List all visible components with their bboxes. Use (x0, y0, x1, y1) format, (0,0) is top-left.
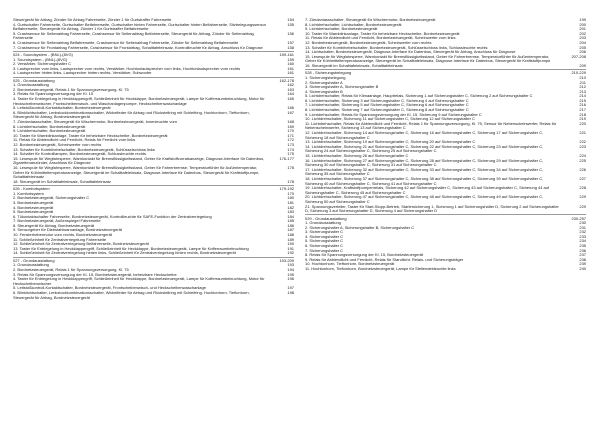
toc-page-number: 236 (579, 247, 586, 253)
toc-entry-title: 13. Taster für Entriegelung in Heckklappengriff, Schließeinheit für Heckklappe, Bordnetzsteuergerät, Lampe für Kofferraumbeleuchtung (13, 245, 249, 251)
toc-entry-title: 1. Grundausstattung (305, 220, 341, 226)
toc-page-number: 178 (287, 164, 294, 170)
toc-entry-title: 21. Spannungsverteiler, Taster für Start-Stopp-Betrieb, Startersicherung 1, Sicherung 1 auf Sicherungshalter D, Sicherung 2 auf Sicherungshalter D, Sicherung 3 auf Sicherungshalter D, Sicherung 4 auf Sicherungshalter D (305, 203, 559, 214)
toc-page-number: 185 (287, 218, 294, 224)
toc-entry-title: 9. Relais für Abblendlicht und Fernlicht, Relais für Standlicht, Relais- und Sicherungsträger (305, 256, 464, 262)
toc-entry-title: 2. Sicherungshalter A (305, 79, 343, 85)
toc-entry-title: 7. Crashsensor für Frontairbag Fahrerseite, Crashsensor für Frontairbag, Schalttafeleinsatz, Kontrollleuchte für Airbag, Anschluss für Diagnose (13, 44, 263, 50)
toc-entry-title: 18. Steuergerät im Schalttafeleinsatz, Schalttafeleinsatz (13, 178, 111, 184)
toc-entry-title: 028 - Sicherungsbelegung (305, 70, 352, 76)
toc-section-heading (305, 69, 586, 76)
toc-entry-title: 1. Komfortsystem (13, 190, 44, 196)
toc-entry-title: 12. Schließeinheit für Zentralverriegelung Beifahrerseite, Bordnetzsteuergerät (13, 241, 149, 247)
toc-page-number: 162-178 (279, 77, 294, 83)
toc-page-number: 186 (287, 222, 294, 228)
toc-page-number: 224 (579, 153, 586, 158)
toc-page-number: 174 (287, 146, 294, 152)
toc-entry-title: 9. Lichtdrehschalter, Bordnetzsteuergerät (13, 128, 86, 134)
toc-page-number: 198 (287, 289, 294, 295)
toc-entry-title: 7. Sicherungshalter C (305, 247, 344, 253)
toc-entry-title: 7. Zündanlassschalter, Steuergerät für Wischermotor, Bordnetzsteuergerät, Innenleuchte vorn (13, 119, 178, 125)
toc-page-number: 221 (579, 130, 586, 136)
toc-page-number: 210 (579, 74, 586, 80)
toc-page-number: 176-177 (279, 155, 294, 161)
toc-page-number: 232 (579, 229, 586, 235)
toc-page-number: 154 (287, 17, 294, 22)
toc-entry-title: 6. Crashsensor für Seitenairbag Beifahrerseite, Crashsensor für Seitenairbag Fahrerseite, Zünder für Seitenairbag Beifahrerseite (13, 39, 239, 45)
toc-page-number: 182 (287, 204, 294, 210)
toc-page-number: 162 (287, 82, 294, 88)
toc-entry (305, 267, 586, 272)
toc-page-number: 160 (287, 61, 294, 67)
toc-entry-title: 3. Bordnetzsteuergerät (13, 199, 54, 205)
toc-entry (13, 251, 294, 256)
toc-page-number: 233 (579, 233, 586, 239)
toc-page-number: 191 (287, 245, 294, 251)
toc-page-number: 237 (579, 252, 586, 258)
toc-section-heading (13, 77, 294, 84)
toc-page-number: 214 (579, 93, 586, 99)
toc-page-number: 209 (579, 62, 586, 68)
toc-page-number: 215 (579, 97, 586, 103)
toc-page-number: 168 (287, 119, 294, 125)
toc-page-number: 206 (579, 49, 586, 55)
toc-entry-title: 3. Sicherungshalter A, Sicherungshalter B (305, 84, 379, 90)
toc-page-number: 169 (287, 123, 294, 129)
toc-page-number: 194 (287, 267, 294, 272)
toc-page-number: 195 (287, 271, 294, 277)
toc-entry-title: 10. Taster für Warnblinkanlage, Taster für beheizbare Heckscheibe, Bordnetzsteuergerät (13, 132, 168, 138)
toc-page-number: 193-209 (279, 257, 294, 263)
toc-entry-title: 16. Lichtdrehschalter, Sicherung 27 auf Sicherungshalter C, Sicherung 28 auf Sicherungshalter C, Sicherung 29 auf Sicherungshalter C, Sicherung 30 auf Sicherungshalter C, Sicherung 31 auf Sicherungshalter C (305, 157, 544, 168)
toc-page-number: 200 (579, 21, 586, 27)
toc-entry-title: 11. Relais für Abblendlicht und Fernlicht, Relais für Fernlicht vorn links (13, 137, 136, 143)
toc-entry-title: 6. Sicherungshalter C (305, 243, 344, 249)
toc-page-number: 193 (287, 262, 294, 268)
toc-page-number: 240 (579, 266, 586, 272)
toc-entry-title: 6. Blinklichtschalter, Lenkstockkombinationsschalter, Wickelfeder für Airbag und Rückstellring mit Schleifring, Hochtonhorn, Tieftonhorn, Steuergerät für Airbag, Bordnetzsteuergerät (13, 289, 250, 300)
toc-entry-title: 3. Relais für Spannungsversorgung der Kl. 15, Bordnetzsteuergerät, beheizbare Heckscheibe (13, 271, 177, 277)
toc-page-number: 223 (579, 143, 586, 149)
toc-page-number: 159-161 (279, 51, 294, 57)
toc-entry-title: 4. Taster für Entriegelung in Heckklappengriff, Schließeinheit für Heckklappe, Bordnetzsteuergerät, Lampe für Kofferraumbeleuchtung, Motor für Heckscheibenwischer, Frontscheibenwisch- und Waschanlagenpumpe, Heckscheibenwaschanlage (13, 96, 265, 106)
toc-entry-title: 17. Lichtdrehschalter, Sicherung 32 auf Sicherungshalter C, Sicherung 33 auf Sicherungshalter C, Sicherung 34 auf Sicherungshalter C, Sicherung 35 auf Sicherungshalter C (305, 166, 544, 177)
toc-entry-title: 027 - Grundausstattung (13, 257, 55, 263)
toc-entry-title: 20. Lichtdrehschalter, Sicherung 47 auf Sicherungshalter C, Sicherung 48 auf Sicherungshalter C, Sicherung 49 auf Sicherungshalter C, Sicherung 50 auf Sicherungshalter C (305, 194, 544, 204)
toc-entry-title: 2. Bordnetzsteuergerät, Relais 1 für Spannungsversorgung, Kl. 75 (13, 267, 129, 272)
toc-page-number: 235 (579, 243, 586, 249)
toc-entry-title: 11. Hochtonhorn, Tieftonhorn, Bordnetzsteuergerät, Lampe für Stellendebleuchte links (305, 266, 456, 272)
toc-entry-title: 9. Lichtdrehschalter, Relais für Spannungsversorgung der Kl. 15, Sicherung 9 auf Sicherungshalter C (305, 111, 482, 117)
toc-page-number: 234 (579, 238, 586, 244)
toc-section-heading (13, 185, 294, 192)
toc-page-number: 204 (579, 39, 586, 45)
toc-entry-title: 10. Taster für Warnblinkanlage, Taster für beheizbare Heckscheibe, Bordnetzsteuergerät (305, 30, 460, 36)
toc-entry-title: 19. Lichtdrehschalter, Kraftstoffpumpenrelais, Sicherung 42 auf Sicherungshalter C, Sicherung 43 auf Sicherungshalter C, Sicherung 44 auf Sicherungshalter C, Sicherung 45 auf Sicherungshalter C (305, 185, 550, 195)
toc-entry-title: 10. Hochtonhorn, Tieftonhorn, Bordnetzsteuergerät (305, 261, 395, 267)
toc-page-number: 197 (287, 285, 294, 291)
toc-entry (305, 64, 586, 69)
toc-column-right (305, 18, 586, 272)
toc-page-number: 179 (287, 190, 294, 196)
toc-page-number: 190 (287, 241, 294, 247)
toc-page-number: 173 (287, 142, 294, 147)
toc-page-number: 220 (579, 120, 586, 126)
toc-entry (13, 180, 294, 185)
toc-page-number: 192 (287, 250, 294, 256)
toc-page-number: 230 (579, 220, 586, 226)
toc-entry (13, 291, 294, 300)
toc-page-number: 184 (287, 213, 294, 219)
toc-page-number: 226 (579, 166, 586, 172)
toc-entry-title: 4. Gurtschalter Fahrerseite, Gurtschalter Beifahrerseite, Gurtschalter hinten Fahrerseite, Gurtschalter hinten Beifahrerseite, Sitzbelegungssensor Beifahrerseite, Steuergerät für Airbag, Zünder 1 für Gurtstraffer Beifahrerseite (13, 21, 266, 32)
toc-entry-title: 8. Lichtdrehschalter, Lichtschalter, Bordnetzsteuergerät (305, 21, 402, 27)
toc-column-left (13, 18, 294, 300)
toc-page-number: 178 (287, 178, 294, 184)
toc-entry-title: 4. Sicherungshalter B (305, 88, 343, 94)
toc-entry-title: 2. Sicherungshalter A, Sicherungshalter B, Sicherungshalter C (305, 224, 415, 230)
toc-entry-title: 5. Bordnetzsteuergerät (13, 209, 54, 215)
toc-page-number: 166 (287, 105, 294, 111)
toc-entry (13, 46, 294, 51)
toc-entry-title: 5. Leitstoßkontroll-Kontaktschalter, Bordnetzsteuergerät, Frontscheibenwisch- und Heckscheibenwaschanlage (13, 285, 206, 291)
toc-page-number: 217 (579, 107, 586, 113)
toc-page-number: 196 (287, 276, 294, 282)
toc-entry-title: Steuergerät für Airbag, Zünder für Airbag Fahrerseite, Zünder 1 für Gurtstraffer Fahrerseite (13, 17, 172, 22)
toc-entry-title: 11. Schließeinheit für Zentralverriegelung Fahrerseite (13, 236, 107, 242)
toc-entry-title: 16. Lesespule für Wegfahrsperre, Warnkontakt für Bremsflüssigkeitsstand, Geber für Fahrerbremse, Temperaturfühler für Außentemperatur, Geber für Kühlmitteltemperaturanzeige, Steuergerät im Schalttafeleinsatz, Diagnose-Interface für Datenbus, Steuergerät für Kraftstoffpumpe, Schalttafeleinsatz (13, 164, 260, 180)
toc-entry-title: 2. Bordnetzsteuergerät, Relais 1 für Spannungsversorgung, Kl. 75 (13, 86, 129, 92)
toc-entry-title: 9. Lichtdrehschalter, Bordnetzsteuergerät (305, 26, 378, 32)
toc-entry-title: 6. Lichtdrehschalter, Sicherung 3 auf Sicherungshalter C, Sicherung 4 auf Sicherungshalter C (305, 97, 469, 103)
toc-entry-title: 7. Zündanlassschalter, Steuergerät für Wischermotor, Bordnetzsteuergerät (305, 17, 436, 22)
toc-page-number: 167 (287, 109, 294, 115)
toc-entry-title: 11. Relais für Abblendlicht und Fernlicht, Bordnetzsteuergerät, Scheinwerfer vorn links (305, 35, 456, 41)
toc-page-number: 230-257 (571, 215, 586, 221)
toc-page-number: 212 (579, 84, 586, 90)
toc-entry-title: 7. Bordnetzsteuergerät, Außenspiegel Fahrerseite (13, 218, 101, 224)
toc-page-number: 163 (287, 86, 294, 92)
toc-page-number: 161 (287, 70, 294, 76)
toc-page-number: 211 (579, 79, 586, 85)
toc-page-number: 231 (579, 224, 586, 230)
toc-entry-title: 4. Bordnetzsteuergerät (13, 204, 54, 210)
toc-page-number: 218 (579, 111, 586, 117)
toc-entry-title: 026 - Komfortsystem (13, 186, 50, 192)
toc-entry-title: 11. Lichtdrehschalter, Relais für Abblendlicht und Fernlicht, Relais 1 für Spannungsversorgung, Kl. 75, Sensor für Nebenscheinwerfer, Relais für Nebenscheinwerfer, Sicherung 13 auf Sicherungshalter C (305, 120, 557, 131)
toc-page-number: 156 (287, 30, 294, 36)
toc-entry-title: 9. Sensorgeber für Diebstahlwarnanlage, Bordnetzsteuergerät (13, 227, 122, 233)
toc-entry-title: 8. Lichtdrehschalter, Sicherung 7 auf Sicherungshalter C, Sicherung 8 auf Sicherungshalter C (305, 107, 469, 113)
toc-page-number: 207-208 (571, 53, 586, 59)
toc-page-number: 181 (287, 199, 294, 205)
toc-entry-title: 15. Lesespule für Wegfahrsperre, Warnkontakt für Bremsflüssigkeitsstand, Geber für Fahrerbremse, Temperaturfühler für Außentemperatur, Geber für Kühlmitteltemperaturanzeige, Steuergerät im Schalttafeleinsatz, Diagnose-Interface für Datenbus, Steuergerät für Kraftstoffpumpe (305, 53, 551, 64)
toc-page-number: 228 (579, 185, 586, 191)
toc-entry-title: 13. Lichtdrehschalter, Sicherung 19 auf Sicherungshalter C, Sicherung 20 auf Sicherungshalter C (305, 139, 476, 145)
toc-entry-title: 14. Schalter für Kontrolllampen, Bordnetzsteuergerät, Schlussleuchte rechts (13, 151, 147, 157)
toc-section-heading (13, 257, 294, 264)
toc-page-number: 170 (287, 128, 294, 134)
toc-page-number: 189 (287, 236, 294, 242)
toc-page-number: 158 (287, 44, 294, 50)
toc-page-number: 155 (287, 21, 294, 27)
toc-entry (305, 205, 586, 214)
toc-section-heading (305, 214, 586, 221)
toc-entry-title: 13. Schalter für Kombihebelschalter, Bordnetzsteuergerät, Schlüsselschloss links, Schlussleuchte rechts (305, 44, 488, 50)
toc-entry-title: 3. Lautsprecher vorn links, Lautsprecher vorn rechts, Verstärker, Hochtonlautsprecher vorn links, Hochtonlautsprecher vorn rechts (13, 65, 241, 71)
toc-entry-title: 1. Grundausstattung (13, 82, 49, 88)
toc-page-number: 227 (579, 175, 586, 181)
toc-page-number: 210-229 (571, 70, 586, 76)
toc-entry-title: 10. Lichtdrehschalter, Sicherung 11 auf Sicherungshalter C, Sicherung 12 auf Sicherungshalter C (305, 116, 475, 122)
toc-entry-title: 4. Sicherungshalter C (305, 233, 344, 239)
toc-entry-title: 3. Relais für Spannungsversorgung der Kl. 15 (13, 91, 94, 97)
toc-entry (13, 166, 294, 180)
toc-entry-title: 5. Leitstoßkontroll-Kontaktschalter, Bordnetzsteuergerät (13, 105, 111, 111)
toc-entry-title: 14. Lichtschalter, Bordnetzsteuergerät, Diagnose-Interface für Datenbus, Steuergerät für Airbag, Anschluss für Diagnose (305, 49, 516, 55)
toc-page-number: 219 (579, 116, 586, 122)
toc-entry-title: 14. Lichtdrehschalter, Sicherung 21 auf Sicherungshalter C, Sicherung 22 auf Sicherungshalter C, Sicherung 23 auf Sicherungshalter C, Sicherung 24 auf Sicherungshalter C, Sicherung 25 auf Sicherungshalter C (305, 143, 544, 154)
toc-page-number: 179-192 (279, 186, 294, 192)
toc-page-number: 201 (579, 26, 586, 32)
toc-entry-title: 2. Verstärker, Sicherungshalter C (13, 61, 72, 67)
toc-entry-title: 4. Taster für Entriegelung in Heckklappengriff, Schließeinheit für Heckklappe, Bordnetzsteuergerät, Lampe für Kofferraumbeleuchtung, Motor für Heckscheibenwischer (13, 276, 265, 286)
toc-page-number: 188 (287, 232, 294, 238)
toc-page-number: 183 (287, 209, 294, 215)
toc-entry-title: 6. Blinklichtschalter, Lenkstockkombinationsschalter, Wickelfeder für Airbag und Rückstellring mit Schleifring, Hochtonhorn, Tieftonhorn, Steuergerät für Airbag, Bordnetzsteuergerät (13, 109, 250, 120)
toc-entry-title: 8. Relais für Spannungsversorgung der Kl. 15, Bordnetzsteuergerät (305, 252, 424, 258)
toc-page-number: 175 (287, 151, 294, 157)
toc-page-number: 159 (287, 56, 294, 62)
toc-page-number: 202 (579, 30, 586, 36)
toc-entry-title: 5. Crashsensor für Seitenairbag Fahrerseite, Crashsensor für Seitenairbag Beifahrerseite, Steuergerät für Airbag, Zünder für Seitenairbag Fahrerseite (13, 30, 254, 41)
toc-entry-title: 024 - Soundsystem - (BNL)-(8VG) (13, 51, 73, 57)
toc-page-number: 203 (579, 35, 586, 41)
toc-entry-title: 5. Sicherungshalter C (305, 238, 344, 244)
toc-entry-title: 2. Bordnetzsteuergerät, Sicherungshalter C (13, 195, 90, 201)
toc-page-number: 164 (287, 91, 294, 97)
toc-entry-title: 1. Sicherungsbelegung (305, 74, 346, 80)
toc-page-number: 172 (287, 137, 294, 143)
toc-entry-title: 15. Lichtdrehschalter, Sicherung 26 auf Sicherungshalter C (305, 153, 409, 158)
toc-entry-title: 15. Lesespule für Wegfahrsperre, Warnkontakt für Bremsflüssigkeitsstand, Geber für Kraftstoffvorratsanzeige, Diagnose-Interface für Datenbus, Zigarettenanzünder, Anschluss für Diagnose (13, 155, 265, 166)
toc-entry-title: 14. Schließeinheit für Zentralverriegelung hinten links, Schließeinheit für Zentralverriegelung hinten rechts, Bordnetzsteuergerät (13, 250, 236, 256)
toc-entry-title: 10. Fensterhebermotor vorn rechts, Bordnetzsteuergerät (13, 232, 112, 238)
toc-entry-title: 12. Bordnetzsteuergerät, Scheinwerfer vorn rechts (13, 142, 102, 147)
toc-page-number: 171 (287, 132, 294, 138)
toc-page-number: 157 (287, 39, 294, 45)
toc-page-number: 238 (579, 256, 586, 262)
toc-page-number: 239 (579, 261, 586, 267)
toc-entry-title: 5. Lichtdrehschalter, Relais für Klimaanlage, Hauptrelais, Sicherung 1 auf Sicherungshalter C, Sicherung 2 auf Sicherungshalter C (305, 93, 533, 99)
toc-page-number: 161 (287, 65, 294, 71)
toc-page-number: 187 (287, 227, 294, 233)
toc-entry-title: 8. Steuergerät für Airbag, Bordnetzsteuergerät (13, 222, 95, 228)
toc-entry-title: 7. Lichtdrehschalter, Sicherung 5 auf Sicherungshalter C, Sicherung 6 auf Sicherungshalter C (305, 102, 469, 108)
toc-page-number: 216 (579, 102, 586, 108)
toc-entry (13, 71, 294, 76)
toc-page-number: 229 (579, 194, 586, 200)
toc-entry-title: 18. Lichtdrehschalter, Sicherung 37 auf Sicherungshalter C, Sicherung 38 auf Sicherungshalter C, Sicherung 39 auf Sicherungshalter C, Sicherung 40 auf Sicherungshalter C, Sicherung 41 auf Sicherungshalter C (305, 175, 544, 186)
toc-page-number: 229 (579, 203, 586, 209)
toc-entry-title: 16. Steuergerät im Schalttafeleinsatz, Schalttafeleinsatz (305, 62, 403, 68)
toc-entry-title: 3. Sicherungshalter C (305, 229, 344, 235)
toc-entry-title: 1. Grundausstattung (13, 262, 49, 268)
toc-page-number: 222 (579, 139, 586, 145)
toc-entry-title: 8. Lichtdrehschalter, Bordnetzsteuergerät (13, 123, 86, 129)
toc-entry-title: 6. Tükontaktschalter Fahrerseite, Bordnetzsteuergerät, Kontrollleuchte für SAFE-Funktion der Zentralverriegelung (13, 213, 212, 219)
toc-page-number: 165 (287, 96, 294, 102)
toc-entry-title: 025 - Grundausstattung (13, 77, 55, 83)
toc-entry-title: 13. Schalter für Kombihebelschalter, Bordnetzsteuergerät, Schlüsselschloss links (13, 146, 155, 152)
toc-page-number: 213 (579, 88, 586, 94)
toc-page-number: 199 (579, 17, 586, 22)
toc-entry-title: 12. Lichtdrehschalter, Sicherung 14 auf Sicherungshalter C, Sicherung 16 auf Sicherungshalter C, Sicherung 17 auf Sicherungshalter C, Sicherung 18 auf Sicherungshalter C (305, 130, 544, 140)
toc-entry-title: 1. Soundsystem - (BNL)-(8VG) (13, 56, 68, 62)
toc-entry-title: 4. Lautsprecher hinten links, Lautsprecher hinten rechts, Verstärker, Subwoofer (13, 70, 152, 76)
toc-page-number: 205 (579, 44, 586, 50)
toc-entry-title: 12. Bordnetzsteuergerät, Bordnetzsteuergerät, Scheinwerfer vorn rechts (305, 39, 432, 45)
toc-page-number: 180 (287, 195, 294, 201)
toc-entry-title: 029 - Grundausstattung (305, 215, 347, 221)
toc-page-number: 225 (579, 157, 586, 163)
